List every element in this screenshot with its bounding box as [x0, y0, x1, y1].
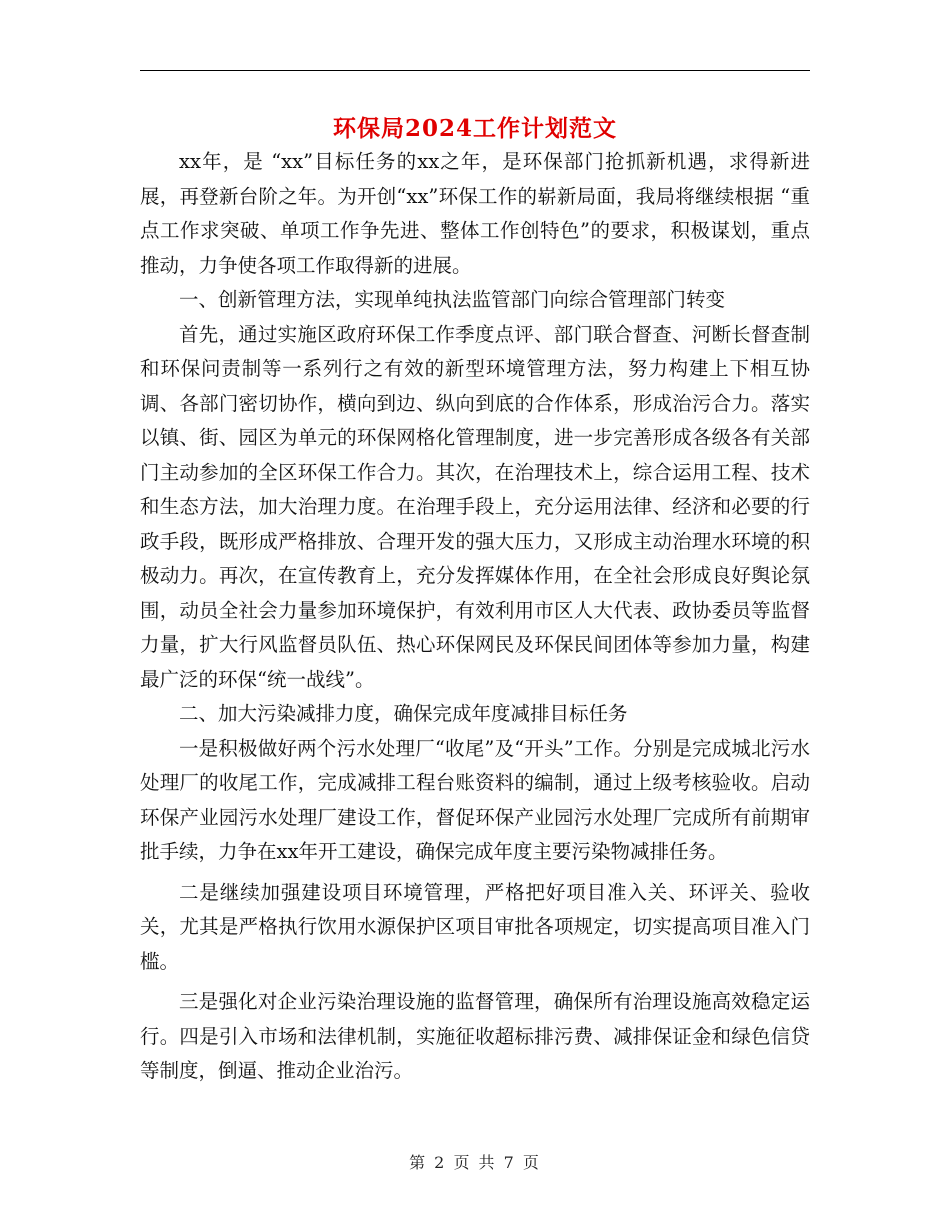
- section-heading-1: 一、创新管理方法，实现单纯执法监管部门向综合管理部门转变: [179, 288, 726, 311]
- header-rule: [140, 70, 810, 71]
- document-body: [140, 145, 810, 1089]
- document-title: 环保局2024工作计划范文: [332, 115, 617, 142]
- section-1-paragraph: 首先，通过实施区政府环保工作季度点评、部门联合督查、河断长督查制和环保问责制等一系列行之有效的新型环境管理方法，努力构建上下相互协调、各部门密切协作，横向到边、纵向到底的合作体系，形成治污合力。落实以镇、街、园区为单元的环保网格化管理制度，进一步完善形成各级各有关部门主动参加的全区环保工作合力。其次，在治理技术上，综合运用工程、技术和生态方法，加大治理力度。在治理手段上，充分运用法律、经济和必要的行政手段，既形成严格排放、合理开发的强大压力，又形成主动治理水环境的积极动力。再次，在宣传教育上，充分发挥媒体作用，在全社会形成良好舆论氛围，动员全社会力量参加环境保护，有效利用市区人大代表、政协委员等监督力量，扩大行风监督员队伍、热心环保网民及环保民间团体等参加力量，构建最广泛的环保“统一战线”。: [140, 322, 810, 691]
- page-number-footer: 第 2 页 共 7 页: [409, 1153, 541, 1172]
- section-2-item-1: 一是积极做好两个污水处理厂“收尾”及“开头”工作。分别是完成城北污水处理厂的收尾工作，完成减排工程台账资料的编制，通过上级考核验收。启动环保产业园污水处理厂建设工作，督促环保产业园污水处理厂完成所有前期审批手续，力争在xx年开工建设，确保完成年度主要污染物减排任务。: [140, 736, 810, 863]
- section-2-item-3: 三是强化对企业污染治理设施的监督管理，确保所有治理设施高效稳定运行。四是引入市场和法律机制，实施征收超标排污费、减排保证金和绿色信贷等制度，倒逼、推动企业治污。: [140, 990, 810, 1082]
- section-2-item-2: 二是继续加强建设项目环境管理，严格把好项目准入关、环评关、验收关，尤其是严格执行饮用水源保护区项目审批各项规定，切实提高项目准入门槛。: [140, 880, 810, 973]
- section-heading-2: 二、加大污染减排力度，确保完成年度减排目标任务: [179, 702, 628, 725]
- intro-paragraph: xx年，是 “xx”目标任务的xx之年，是环保部门抢抓新机遇，求得新进展，再登新台阶之年。为开创“xx”环保工作的崭新局面，我局将继续根据 “重点工作求突破、单项工作争先进、整体工作创特色”的要求，积极谋划，重点推动，力争使各项工作取得新的进展。: [140, 150, 810, 277]
